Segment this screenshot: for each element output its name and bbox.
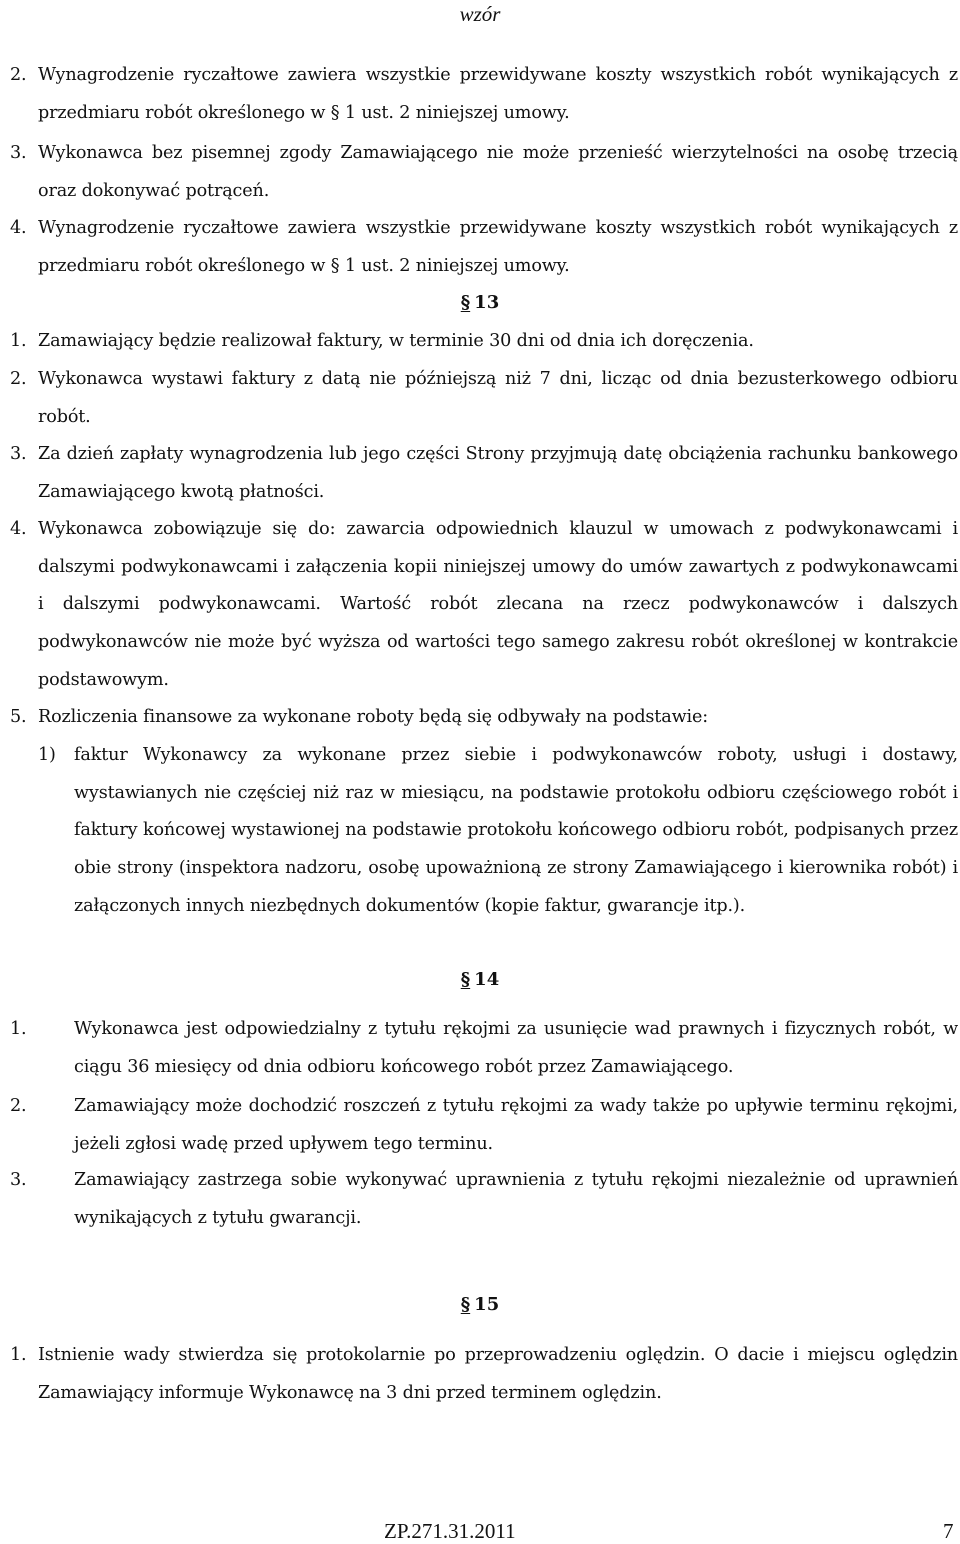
list-item	[10, 1088, 958, 1163]
section-symbol: §	[460, 969, 471, 990]
item-text: Zamawiający może dochodzić roszczeń z tytułu rękojmi za wady także po upływie terminu rękojmi, jeżeli zgłosi wadę przed upływem tego terminu.	[74, 1096, 958, 1154]
section-symbol: §	[460, 292, 471, 313]
item-number: 1.	[10, 1345, 27, 1365]
list-item	[10, 57, 958, 132]
section-number: 13	[474, 292, 500, 313]
item-text: Wynagrodzenie ryczałtowe zawiera wszystkie przewidywane koszty wszystkich robót wynikających z przedmiaru robót określonego w § 1 ust. 2 niniejszej umowy.	[38, 218, 958, 276]
section-heading-13	[0, 292, 960, 313]
section-number: 15	[474, 1294, 500, 1315]
item-number: 5.	[10, 707, 27, 727]
item-text: Rozliczenia finansowe za wykonane roboty będą się odbywały na podstawie:	[38, 707, 708, 727]
list-item	[10, 436, 958, 511]
list-item	[10, 323, 958, 361]
list-item	[10, 1162, 958, 1237]
item-text: faktur Wykonawcy za wykonane przez siebie i podwykonawców roboty, usługi i dostawy, wystawianych nie częściej niż raz w miesiącu, na podstawie protokołu odbioru częściowego robót i faktury końcowej wystawionej na podstawie protokołu końcowego odbioru robót, podpisanych przez obie strony (inspektora nadzoru, osobę upoważnioną ze strony Zamawiającego i kierownika robót) i załączonych innych niezbędnych dokumentów (kopie faktur, gwarancje itp.).	[74, 745, 958, 916]
item-number: 1.	[10, 331, 27, 351]
item-number: 3.	[10, 143, 27, 163]
item-number: 3.	[10, 444, 27, 464]
sub-list-item	[38, 737, 958, 926]
item-number: 1)	[38, 745, 56, 765]
section-heading-14	[0, 969, 960, 990]
item-text: Wynagrodzenie ryczałtowe zawiera wszystkie przewidywane koszty wszystkich robót wynikających z przedmiaru robót określonego w § 1 ust. 2 niniejszej umowy.	[38, 65, 958, 123]
item-number: 2.	[10, 65, 27, 85]
item-text: Istnienie wady stwierdza się protokolarnie po przeprowadzeniu oględzin. O dacie i miejscu oględzin Zamawiający informuje Wykonawcę na 3 dni przed terminem oględzin.	[38, 1345, 958, 1403]
item-number: 3.	[10, 1170, 27, 1190]
item-number: 2.	[10, 1096, 27, 1116]
item-text: Wykonawca zobowiązuje się do: zawarcia odpowiednich klauzul w umowach z podwykonawcami i dalszymi podwykonawcami i załączenia kopii niniejszej umowy do umów zawartych z podwykonawcami i dalszymi podwykonawcami. Wartość robót zlecana na rzecz podwykonawców i dalszych podwykonawców nie może być wyższa od wartości tego samego zakresu robót określonej w kontrakcie podstawowym.	[38, 519, 958, 690]
page-number: 7	[943, 1519, 954, 1543]
list-item	[10, 210, 958, 285]
item-number: 4.	[10, 218, 27, 238]
item-text: Wykonawca jest odpowiedzialny z tytułu rękojmi za usunięcie wad prawnych i fizycznych robót, w ciągu 36 miesięcy od dnia odbioru końcowego robót przez Zamawiającego.	[74, 1019, 958, 1077]
list-item	[10, 1337, 958, 1412]
list-item	[10, 1011, 958, 1086]
list-item	[10, 135, 958, 210]
header-label: wzór	[459, 2, 501, 26]
section-number: 14	[474, 969, 500, 990]
item-text: Wykonawca bez pisemnej zgody Zamawiającego nie może przenieść wierzytelności na osobę trzecią oraz dokonywać potrąceń.	[38, 143, 958, 201]
item-number: 2.	[10, 369, 27, 389]
list-item	[10, 511, 958, 700]
list-item	[10, 699, 958, 737]
list-item	[10, 361, 958, 436]
item-number: 4.	[10, 519, 27, 539]
section-heading-15	[0, 1294, 960, 1315]
item-text: Zamawiający zastrzega sobie wykonywać uprawnienia z tytułu rękojmi niezależnie od uprawnień wynikających z tytułu gwarancji.	[74, 1170, 958, 1228]
item-text: Wykonawca wystawi faktury z datą nie późniejszą niż 7 dni, licząc od dnia bezusterkowego odbioru robót.	[38, 369, 958, 427]
section-symbol: §	[460, 1294, 471, 1315]
document-code: ZP.271.31.2011	[384, 1519, 516, 1543]
item-number: 1.	[10, 1019, 27, 1039]
item-text: Zamawiający będzie realizował faktury, w terminie 30 dni od dnia ich doręczenia.	[38, 331, 754, 351]
item-text: Za dzień zapłaty wynagrodzenia lub jego części Strony przyjmują datę obciążenia rachunku bankowego Zamawiającego kwotą płatności.	[38, 444, 958, 502]
